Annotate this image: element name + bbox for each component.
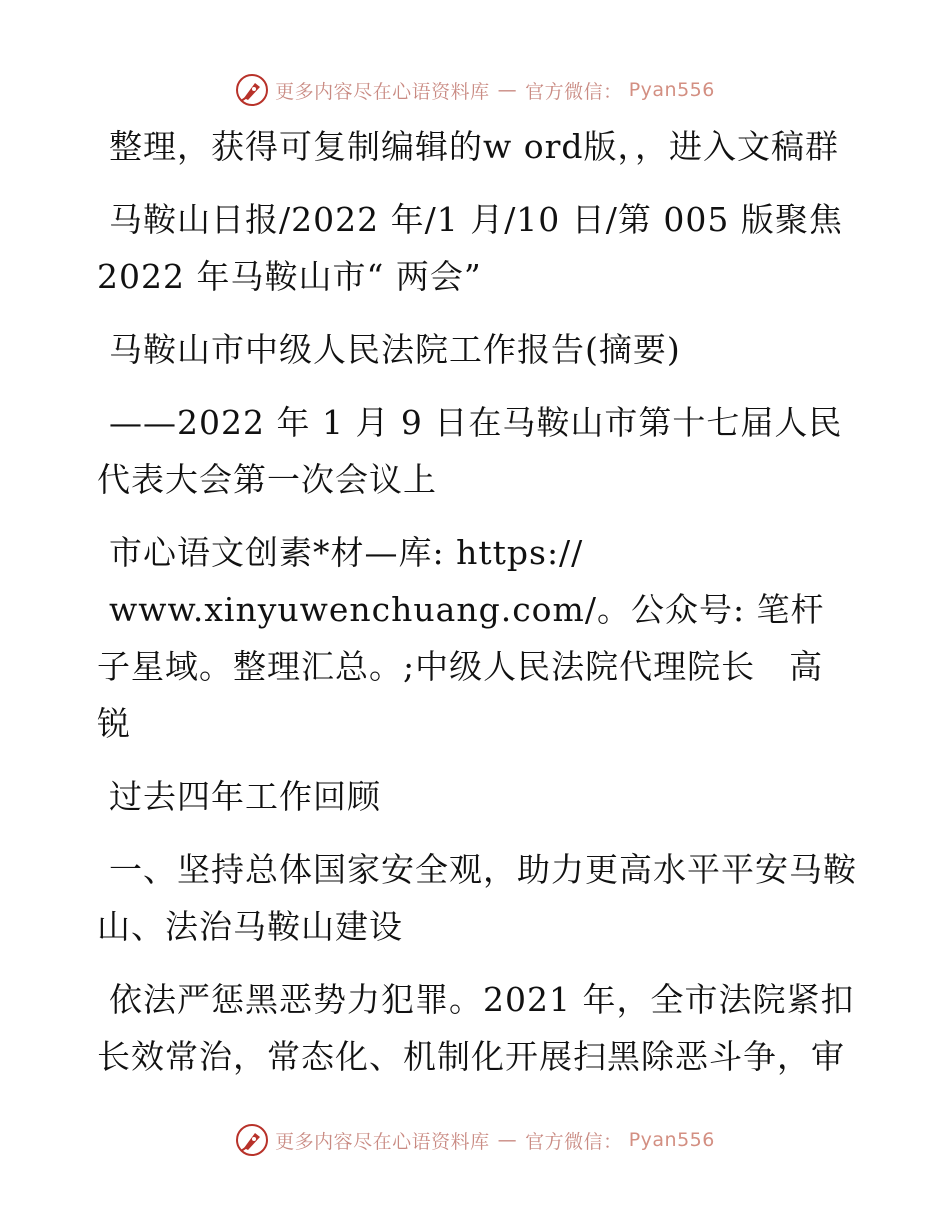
watermark-separator: — (497, 1129, 518, 1151)
header-watermark (0, 70, 950, 110)
paragraph-source: 马鞍山日报/2022 年/1 月/10 日/第 005 版聚焦2022 年马鞍山市“ 两会” (97, 200, 843, 296)
paragraph-author: www.xinyuwenchuang.com/。公众号: 笔杆子星域。整理汇总。;中级人民法院代理院长 高锐 (97, 590, 825, 743)
watermark-wechat-id: Pyan556 (628, 79, 715, 101)
watermark-text: 更多内容尽在心语资料库 (275, 1130, 490, 1153)
document-subtitle: ——2022 年 1 月 9 日在马鞍山市第十七届人民代表大会第一次会议上 (97, 403, 843, 499)
pen-nib-logo-icon (235, 73, 269, 107)
paragraph-intro: 整理，获得可复制编辑的w ord版，，进入文稿群 (109, 127, 840, 166)
body-paragraph: 依法严惩黑恶势力犯罪。2021 年，全市法院紧扣长效常治，常态化、机制化开展扫黑除恶斗争，审 (97, 980, 855, 1076)
watermark-wechat-label: 官方微信： (525, 80, 623, 103)
watermark-wechat-id: Pyan556 (628, 1129, 715, 1151)
paragraph-link-line: 市心语文创素*材—库: https:// (109, 533, 584, 572)
watermark-wechat-label: 官方微信： (525, 1130, 623, 1153)
watermark-text: 更多内容尽在心语资料库 (275, 80, 490, 103)
footer-watermark (0, 1120, 950, 1160)
subsection-heading: 一、坚持总体国家安全观，助力更高水平平安马鞍山、法治马鞍山建设 (97, 850, 857, 946)
pen-nib-logo-icon (235, 1123, 269, 1157)
document-title: 马鞍山市中级人民法院工作报告(摘要) (109, 330, 681, 369)
section-heading: 过去四年工作回顾 (109, 777, 381, 816)
document-body (97, 118, 857, 1101)
watermark-separator: — (497, 79, 518, 101)
